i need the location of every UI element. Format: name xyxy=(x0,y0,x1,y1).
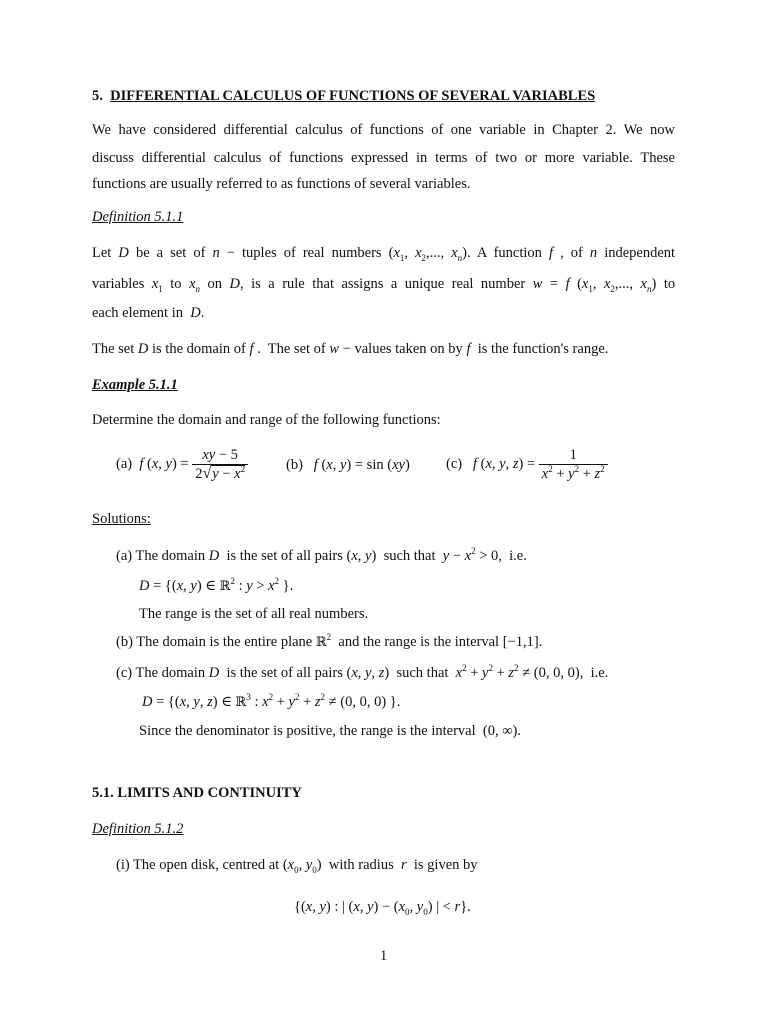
intro-line-2: discuss differential calculus of functions expressed in terms of two or more variable. These xyxy=(92,150,675,166)
definition-line-1: Let D be a set of n − tuples of real numbers ($x_1$, $x_2$,..., $x_n$). A function f , of n independent xyxy=(92,245,676,263)
example-function-a: (a) f (x, y) = $\frac{xy - 5}{2√y - x^2}$ xyxy=(116,446,248,483)
chapter-number: 5. xyxy=(92,88,103,104)
intro-line-1: We have considered differential calculus of functions of one variable in Chapter 2. We now xyxy=(92,122,675,138)
intro-line-3: functions are usually referred to as functions of several variables. xyxy=(92,176,471,192)
definition-line-2: variables $x_1$ to $x_n$ on D, is a rule that assigns a unique real number w = f ($x_1$, $x_2$,..., $x_n$) to xyxy=(92,276,676,294)
example-function-b: (b) f (x, y) = sin (xy) xyxy=(286,457,410,473)
page-number: 1 xyxy=(380,948,388,964)
definition-title: Definition 5.1.1 xyxy=(92,209,184,225)
example-prompt: Determine the domain and range of the following functions: xyxy=(92,412,441,428)
definition-title-2: Definition 5.1.2 xyxy=(92,821,184,837)
solution-a-range: The range is the set of all real numbers. xyxy=(139,606,369,622)
domain-range-sentence: The set D is the domain of f . The set of w − values taken on by f is the function's range. xyxy=(92,341,609,357)
definition-line-3: each element in D. xyxy=(92,305,205,321)
chapter-heading xyxy=(92,88,595,105)
solution-c-range: Since the denominator is positive, the range is the interval (0, ∞). xyxy=(139,723,522,739)
solution-a-set: D = {(x, y) ∈ ℝ$^2$ : $y > x^2$ }. xyxy=(139,576,294,594)
open-disk-set: {(x, y) : | (x, $y) - (x_0$, $y_0$) | < r}. xyxy=(294,899,471,917)
solution-a-line: (a) The domain D is the set of all pairs (x, y) such that $y - x^2 > 0$, i.e. xyxy=(116,546,527,564)
solution-c-set: D = {(x, y, z) ∈ ℝ$^3$ : $x^2 + y^2 + z^2 \ne (0$, 0, 0) }. xyxy=(142,692,401,710)
solution-b-line: (b) The domain is the entire plane ℝ$^2$ and the range is the interval [−1,1]. xyxy=(116,632,543,650)
solution-c-line: (c) The domain D is the set of all pairs (x, y, z) such that $x^2 + y^2 + z^2 \ne (0$, 0, 0), i.e. xyxy=(116,663,609,681)
chapter-title: DIFFERENTIAL CALCULUS OF FUNCTIONS OF SEVERAL VARIABLES xyxy=(110,88,596,104)
definition-2-item-i: (i) The open disk, centred at ($x_0$, $y_0$) with radius r is given by xyxy=(116,857,478,875)
example-function-c: (c) f (x, y, z) = $\frac{1}{x^2 + y^2 + z^2}$ xyxy=(446,446,608,483)
section-title: 5.1. LIMITS AND CONTINUITY xyxy=(92,785,302,801)
example-title: Example 5.1.1 xyxy=(92,377,178,393)
solutions-title: Solutions: xyxy=(92,511,151,527)
